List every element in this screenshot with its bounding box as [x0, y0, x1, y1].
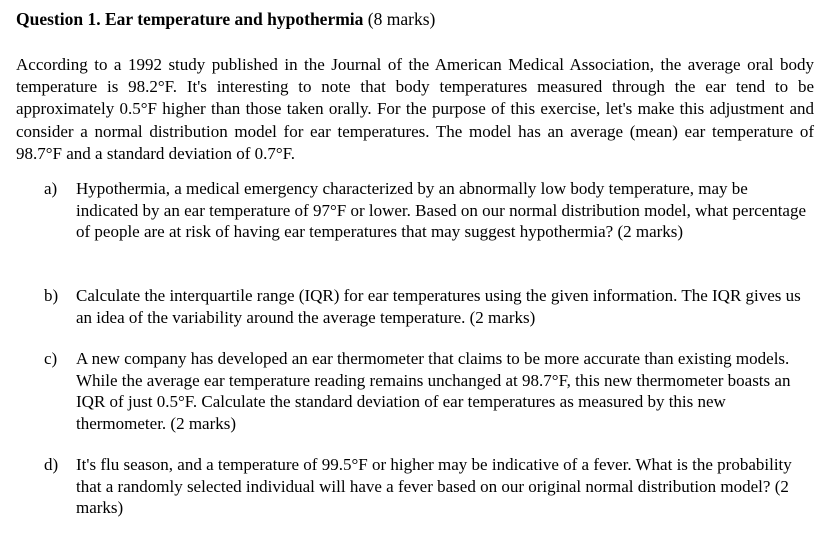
sub-question-text: It's flu season, and a temperature of 99.5°F or higher may be indicative of a fever. What is the probability that a randomly selected individual will have a fever based on our original normal distribution model? (2 marks)	[76, 455, 792, 517]
question-title-text: Question 1. Ear temperature and hypothermia	[16, 9, 364, 29]
sub-question-text: Calculate the interquartile range (IQR) for ear temperatures using the given information. The IQR gives us an idea of the variability around the average temperature. (2 marks)	[76, 286, 801, 327]
question-title	[16, 8, 435, 30]
sub-question-label: c)	[44, 349, 58, 368]
question-title-marks: (8 marks)	[367, 9, 436, 29]
sub-question-c	[44, 348, 814, 434]
sub-question-label: b)	[44, 286, 59, 305]
sub-question-b	[44, 285, 814, 328]
sub-question-text: A new company has developed an ear thermometer that claims to be more accurate than existing models. While the average ear temperature reading remains unchanged at 98.7°F, this new thermometer boasts an IQR of just 0.5°F. Calculate the standard deviation of ear temperatures as measured by this new thermometer. (2 marks)	[76, 349, 791, 433]
sub-question-a	[44, 178, 814, 243]
sub-question-d	[44, 454, 814, 519]
sub-question-label: d)	[44, 455, 59, 474]
intro-paragraph: According to a 1992 study published in the Journal of the American Medical Association, the average oral body temperature is 98.2°F. It's interesting to note that body temperatures measured through the ear tend to be approximately 0.5°F higher than those taken orally. For the purpose of this exercise, let's make this adjustment and consider a normal distribution model for ear temperatures. The model has an average (mean) ear temperature of 98.7°F and a standard deviation of 0.7°F.	[16, 55, 814, 163]
sub-question-label: a)	[44, 179, 58, 198]
sub-question-text: Hypothermia, a medical emergency characterized by an abnormally low body temperature, may be indicated by an ear temperature of 97°F or lower. Based on our normal distribution model, what percentage of people are at risk of having ear temperatures that may suggest hypothermia? (2 marks)	[76, 179, 807, 241]
